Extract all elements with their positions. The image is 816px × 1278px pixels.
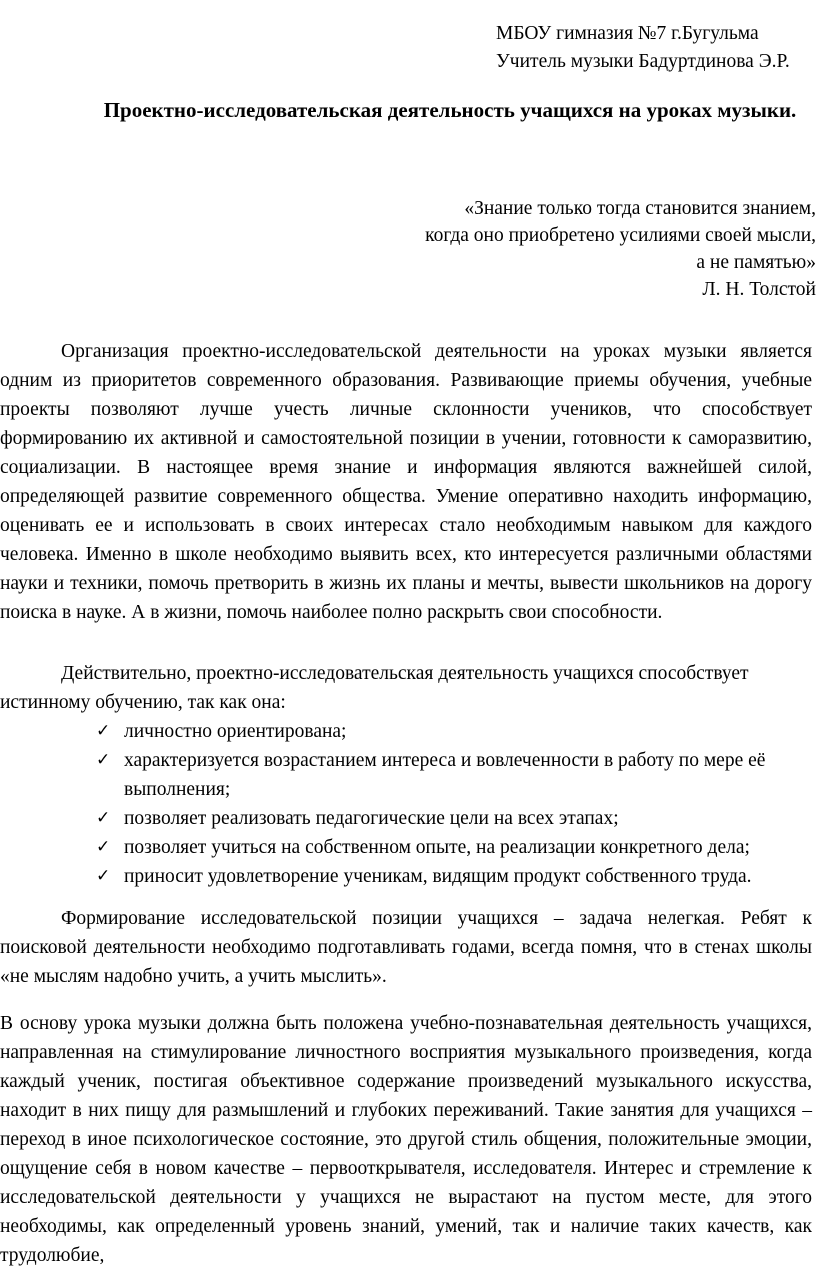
list-item xyxy=(0,804,812,833)
paragraph: В основу урока музыки должна быть положена учебно-познавательная деятельность учащихся, направленная на стимулирование личностного восприятия музыкального произведения, когда каждый ученик, постигая объективное содержание произведений музыкального искусства, находит в них пищу для размышлений и глубоких переживаний. Такие занятия для учащихся – переход в иное психологическое состояние, это другой стиль общения, положительные эмоции, ощущение себя в новом качестве – первооткрывателя, исследователя. Интерес и стремление к исследовательской деятельности у учащихся не вырастают на пустом месте, для этого необходимы, как определенный уровень знаний, умений, так и наличие таких качеств, как трудолюбие, xyxy=(0,1013,812,1266)
list-item xyxy=(0,717,812,746)
checklist xyxy=(0,717,812,891)
list-item xyxy=(0,833,812,862)
list-item-text: приносит удовлетворение ученикам, видящим продукт собственного труда. xyxy=(124,866,752,887)
teacher-name: Учитель музыки Бадуртдинова Э.Р. xyxy=(496,51,790,72)
epigraph xyxy=(256,195,816,303)
header-block xyxy=(496,20,811,76)
checkmark-icon: ✓ xyxy=(96,808,111,828)
list-item-text: характеризуется возрастанием интереса и вовлеченности в работу по мере её выполнения; xyxy=(124,750,766,800)
checkmark-icon: ✓ xyxy=(96,866,111,886)
checkmark-icon: ✓ xyxy=(96,721,111,741)
paragraph: Организация проектно-исследовательской деятельности на уроках музыки является одним из приоритетов современного образования. Развивающие приемы обучения, учебные проекты позволяют лучше учесть личные склонности учеников, что способствует формированию их активной и самостоятельной позиции в учении, готовности к саморазвитию, социализации. В настоящее время знание и информация являются важнейшей силой, определяющей развитие современного общества. Умение оперативно находить информацию, оценивать ее и использовать в своих интересах стало необходимым навыком для каждого человека. Именно в школе необходимо выявить всех, кто интересуется различными областями науки и техники, помочь претворить в жизнь их планы и мечты, вывести школьников на дорогу поиска в науке. А в жизни, помочь наиболее полно раскрыть свои способности. xyxy=(0,341,812,623)
school-name: МБОУ гимназия №7 г.Бугульма xyxy=(496,23,759,44)
list-item xyxy=(0,862,812,891)
checkmark-icon: ✓ xyxy=(96,750,111,770)
paragraph-1-block xyxy=(0,337,812,627)
checkmark-icon: ✓ xyxy=(96,837,111,857)
epigraph-line: а не памятью» xyxy=(696,252,816,273)
epigraph-line: когда оно приобретено усилиями своей мысли, xyxy=(425,225,816,246)
paragraph: Действительно, проектно-исследовательская деятельность учащихся способствует истинному обучению, так как она: xyxy=(0,663,749,713)
epigraph-line: «Знание только тогда становится знанием, xyxy=(464,198,816,219)
epigraph-author: Л. Н. Толстой xyxy=(702,279,816,300)
list-item xyxy=(0,746,812,804)
paragraph: Формирование исследовательской позиции учащихся – задача нелегкая. Ребят к поисковой деятельности необходимо подготавливать годами, всегда помня, что в стенах школы «не мыслям надобно учить, а учить мыслить». xyxy=(0,908,812,987)
paragraph-2-block xyxy=(0,659,812,891)
paragraph-4-block xyxy=(0,1009,812,1270)
list-item-text: личностно ориентирована; xyxy=(124,721,347,742)
list-item-text: позволяет учиться на собственном опыте, на реализации конкретного дела; xyxy=(124,837,750,858)
paragraph-3-block xyxy=(0,904,812,991)
list-item-text: позволяет реализовать педагогические цели на всех этапах; xyxy=(124,808,619,829)
document-title: Проектно-исследовательская деятельность учащихся на уроках музыки. xyxy=(103,98,797,122)
